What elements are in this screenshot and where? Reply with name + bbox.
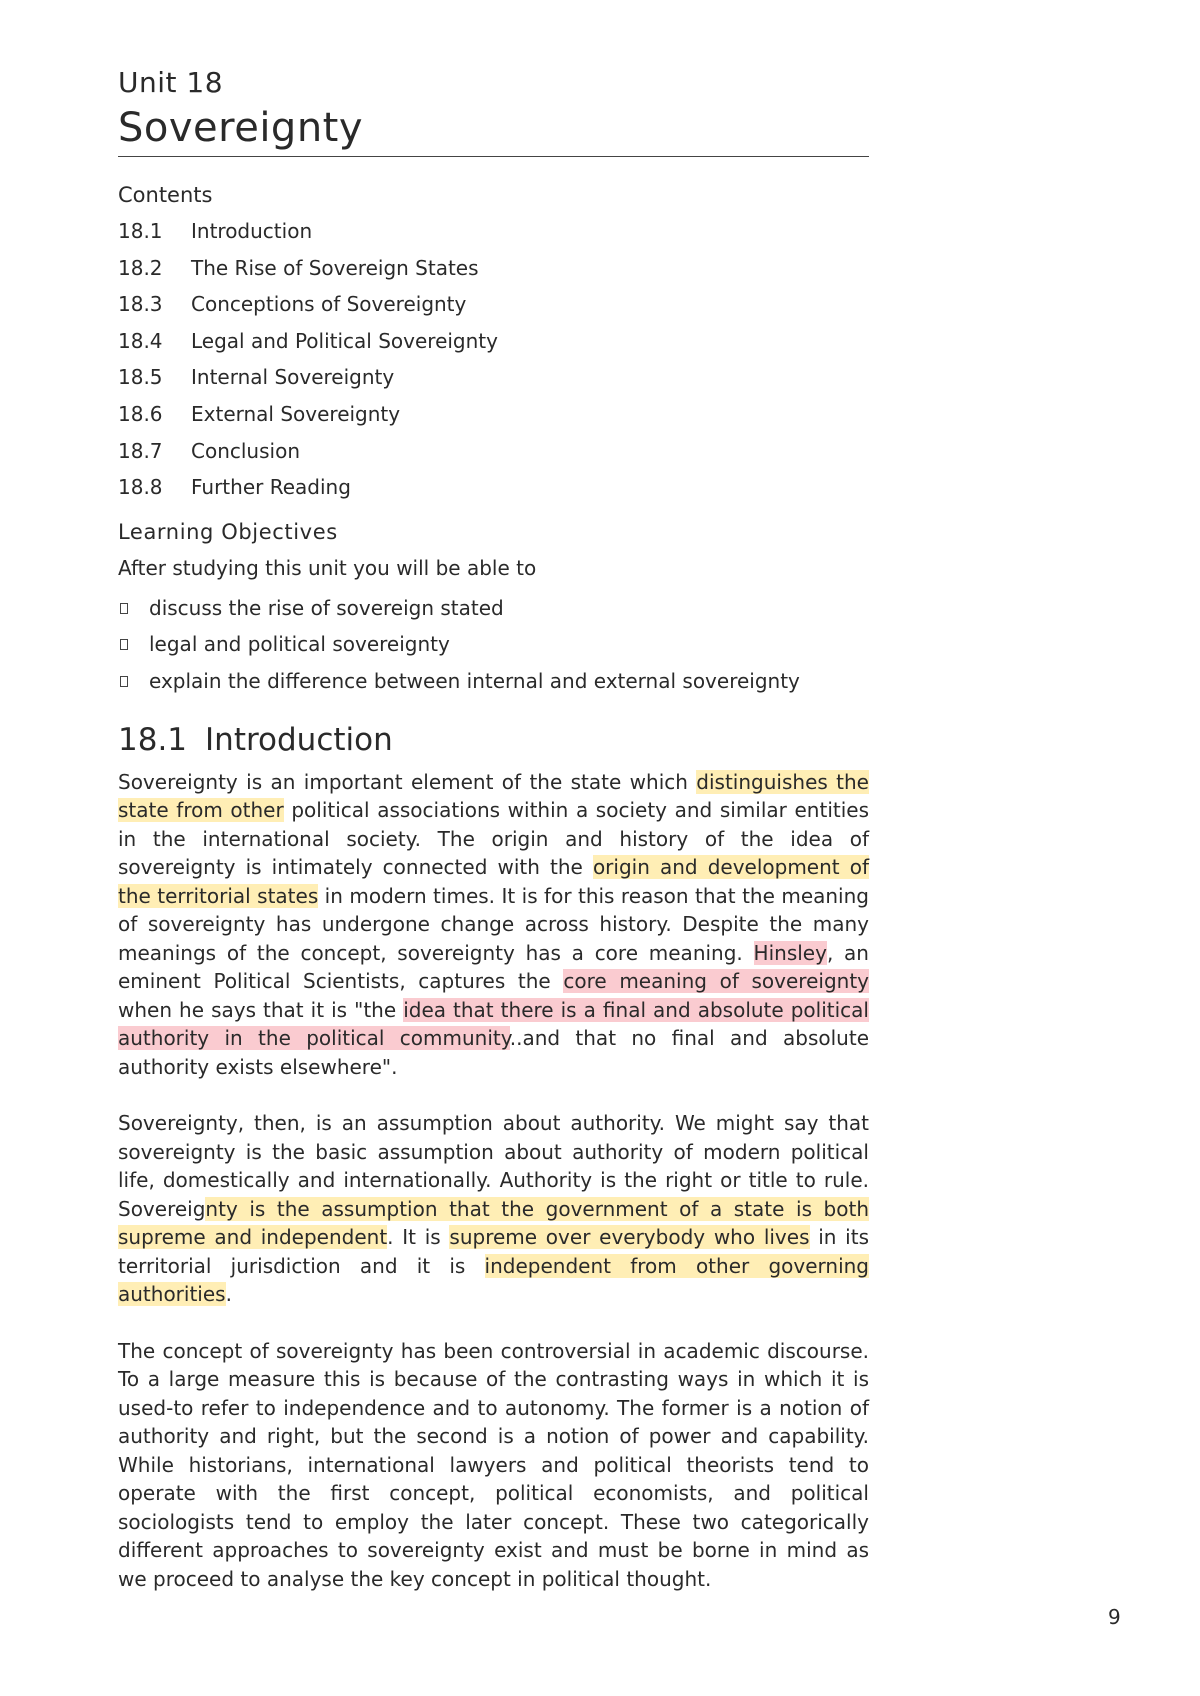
- bullet-square-icon: [120, 603, 128, 614]
- toc-item[interactable]: [118, 433, 869, 470]
- text-run: Sovereignty is an important element of the state which: [118, 769, 697, 794]
- objective-text: explain the difference between internal and external sovereignty: [149, 668, 800, 693]
- highlight-yellow: origin and development of the territorial states: [118, 855, 870, 908]
- highlight-yellow: distinguishes the state from other: [118, 769, 869, 823]
- highlight-yellow: independent from other governing authorities: [118, 1253, 869, 1307]
- toc-number: 18.7: [118, 438, 163, 463]
- toc-label: Further Reading: [191, 475, 351, 500]
- objectives-intro: After studying this unit you will be able to: [118, 555, 537, 580]
- bullet-square-icon: [120, 676, 128, 687]
- highlight-pink: core meaning of sovereignty: [563, 969, 870, 994]
- toc-item[interactable]: [118, 469, 869, 506]
- text-run: in its territorial jurisdiction and it is: [118, 1225, 869, 1278]
- page-number: 9: [1108, 1605, 1121, 1629]
- toc-item[interactable]: [118, 250, 869, 287]
- toc-item[interactable]: [118, 323, 869, 360]
- toc-number: 18.5: [118, 365, 163, 390]
- page-content: [118, 66, 869, 1593]
- paragraph-1: [118, 768, 869, 1082]
- highlight-yellow: supreme over everybody who lives: [449, 1225, 810, 1250]
- contents-heading: Contents: [118, 183, 213, 207]
- toc-label: External Sovereignty: [191, 401, 401, 426]
- toc-label: Legal and Political Sovereignty: [191, 328, 498, 353]
- toc-item[interactable]: [118, 396, 869, 433]
- paragraph-2: [118, 1109, 869, 1309]
- list-item: [118, 590, 869, 627]
- toc-item[interactable]: [118, 213, 869, 250]
- highlight-pink: Hinsley: [753, 940, 827, 965]
- toc-label: Conclusion: [191, 438, 300, 463]
- objective-text: discuss the rise of sovereign stated: [149, 595, 504, 620]
- bullet-square-icon: [120, 639, 128, 650]
- objectives-list: [118, 590, 869, 700]
- toc-number: 18.1: [118, 219, 163, 243]
- section-number: 18.1: [118, 721, 188, 758]
- unit-label: Unit 18: [118, 66, 224, 99]
- toc-label: Internal Sovereignty: [191, 365, 395, 390]
- list-item: [118, 626, 869, 663]
- toc-label: The Rise of Sovereign States: [191, 255, 479, 280]
- table-of-contents: [118, 213, 869, 506]
- section-heading: [118, 720, 869, 760]
- text-run: , an eminent Political Scientists, captures the: [118, 940, 869, 994]
- objectives-heading: Learning Objectives: [118, 519, 338, 544]
- text-run: . It is: [387, 1225, 450, 1250]
- objective-text: legal and political sovereignty: [149, 632, 450, 657]
- text-run: when he says that it is "the: [118, 997, 404, 1022]
- toc-number: 18.6: [118, 401, 163, 426]
- paragraph-3: The concept of sovereignty has been controversial in academic discourse. To a large measure this is because of the contrasting ways in which it is used-to refer to independence and to autonomy. The former is a notion of authority and right, but the second is a notion of power and capability. While historians, international lawyers and political theorists tend to operate with the first concept, political economists, and political sociologists tend to employ the later concept. These two categorically different approaches to sovereignty exist and must be borne in mind as we proceed to analyse the key concept in political thought.: [118, 1338, 869, 1591]
- toc-item[interactable]: [118, 286, 869, 323]
- highlight-yellow: nty is the assumption that the government of a state is both supreme and independent: [118, 1196, 869, 1250]
- toc-label: Introduction: [191, 219, 313, 243]
- toc-number: 18.2: [118, 255, 163, 280]
- toc-label: Conceptions of Sovereignty: [191, 292, 467, 317]
- list-item: [118, 663, 869, 700]
- toc-number: 18.4: [118, 328, 163, 353]
- text-run: Sovereignty, then, is an assumption about authority. We might say that sovereignty is the basic assumption about authority of modern political life, domestically and internationally. Authority is the right or title to rule. Sovereig: [118, 1111, 869, 1221]
- text-run: .: [225, 1282, 232, 1307]
- highlight-pink: idea that there is a final and absolute political authority in the political community: [118, 997, 869, 1051]
- section-title: Introduction: [205, 721, 393, 758]
- text-run: political associations within a society and similar entities in the international society. The origin and history of the idea of sovereignty is intimately connected with the: [118, 798, 870, 880]
- text-run: ..and that no final and absolute authority exists elsewhere".: [118, 1026, 869, 1079]
- text-run: in modern times. It is for this reason that the meaning of sovereignty has undergone change across history. Despite the many meanings of the concept, sovereignty has a core meaning.: [118, 883, 869, 965]
- toc-number: 18.3: [118, 292, 163, 317]
- toc-item[interactable]: [118, 359, 869, 396]
- toc-number: 18.8: [118, 475, 163, 500]
- page-title: Sovereignty: [118, 102, 869, 157]
